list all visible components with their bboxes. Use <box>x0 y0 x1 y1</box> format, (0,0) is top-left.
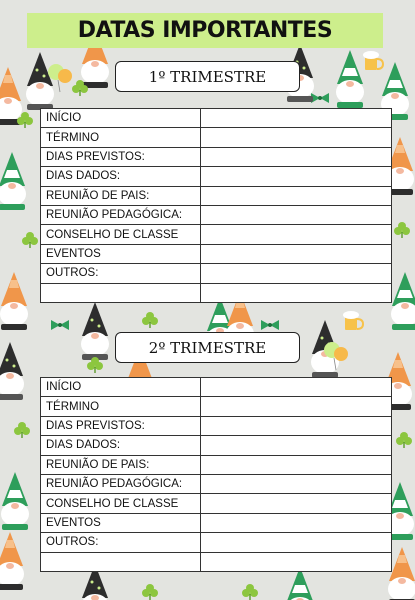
gnome-icon <box>336 50 364 108</box>
row-label: CONSELHO DE CLASSE <box>41 494 201 513</box>
clover-icon <box>142 312 158 328</box>
row-label <box>41 552 201 571</box>
bow-tie-icon <box>311 93 329 103</box>
clover-icon <box>396 432 412 448</box>
table-row <box>41 128 392 147</box>
bow-tie-icon <box>51 320 69 330</box>
row-value-cell[interactable] <box>200 186 391 205</box>
table-row <box>41 474 392 493</box>
section-label-first-term: 1º TRIMESTRE <box>115 61 300 92</box>
page-title: DATAS IMPORTANTES <box>77 18 333 43</box>
row-value-cell[interactable] <box>200 128 391 147</box>
row-label: REUNIÃO PEDAGÓGICA: <box>41 474 201 493</box>
row-value-cell[interactable] <box>200 513 391 532</box>
clover-icon <box>142 584 158 600</box>
row-value-cell[interactable] <box>200 167 391 186</box>
row-label: OUTROS: <box>41 264 201 283</box>
row-label: REUNIÃO PEDAGÓGICA: <box>41 205 201 224</box>
title-banner <box>27 13 383 48</box>
row-value-cell[interactable] <box>200 244 391 263</box>
table-row <box>41 494 392 513</box>
row-label: INÍCIO <box>41 109 201 128</box>
row-value-cell[interactable] <box>200 378 391 397</box>
gnome-icon <box>0 272 28 330</box>
table-row <box>41 186 392 205</box>
gnome-icon <box>286 567 314 600</box>
gnome-icon <box>388 547 415 600</box>
gnome-icon <box>0 532 24 590</box>
row-label: INÍCIO <box>41 378 201 397</box>
row-value-cell[interactable] <box>200 474 391 493</box>
clover-icon <box>22 232 38 248</box>
row-value-cell[interactable] <box>200 436 391 455</box>
table-row <box>41 109 392 128</box>
gnome-icon <box>1 472 29 530</box>
table-row <box>41 436 392 455</box>
beer-mug-icon <box>363 51 383 70</box>
gnome-icon <box>26 52 54 110</box>
row-label: EVENTOS <box>41 513 201 532</box>
table-row <box>41 283 392 302</box>
row-value-cell[interactable] <box>200 552 391 571</box>
row-label: EVENTOS <box>41 244 201 263</box>
row-label: CONSELHO DE CLASSE <box>41 225 201 244</box>
row-label: DIAS DADOS: <box>41 167 201 186</box>
row-label: DIAS PREVISTOS: <box>41 147 201 166</box>
table-row <box>41 397 392 416</box>
table-row <box>41 455 392 474</box>
table-row <box>41 513 392 532</box>
table-row <box>41 205 392 224</box>
row-label: TÉRMINO <box>41 397 201 416</box>
table-row <box>41 244 392 263</box>
table-row <box>41 552 392 571</box>
row-label: DIAS DADOS: <box>41 436 201 455</box>
row-label: REUNIÃO DE PAIS: <box>41 186 201 205</box>
table-row <box>41 378 392 397</box>
table-row <box>41 533 392 552</box>
row-value-cell[interactable] <box>200 264 391 283</box>
row-value-cell[interactable] <box>200 494 391 513</box>
section-label-second-term: 2º TRIMESTRE <box>115 332 300 363</box>
row-label: REUNIÃO DE PAIS: <box>41 455 201 474</box>
row-value-cell[interactable] <box>200 455 391 474</box>
clover-icon <box>394 222 410 238</box>
row-value-cell[interactable] <box>200 533 391 552</box>
clover-icon <box>242 584 258 600</box>
table-row <box>41 167 392 186</box>
row-value-cell[interactable] <box>200 397 391 416</box>
row-value-cell[interactable] <box>200 205 391 224</box>
gnome-icon <box>391 272 415 330</box>
row-value-cell[interactable] <box>200 225 391 244</box>
row-label <box>41 283 201 302</box>
clover-icon <box>14 422 30 438</box>
table-row <box>41 225 392 244</box>
gnome-icon <box>0 67 22 125</box>
row-label: OUTROS: <box>41 533 201 552</box>
dates-table-first-term <box>40 108 392 303</box>
beer-mug-icon <box>343 311 363 330</box>
row-label: DIAS PREVISTOS: <box>41 416 201 435</box>
gnome-icon <box>0 342 24 400</box>
row-label: TÉRMINO <box>41 128 201 147</box>
row-value-cell[interactable] <box>200 147 391 166</box>
table-row <box>41 416 392 435</box>
gnome-icon <box>0 152 26 210</box>
table-row <box>41 147 392 166</box>
row-value-cell[interactable] <box>200 283 391 302</box>
table-row <box>41 264 392 283</box>
bow-tie-icon <box>261 320 279 330</box>
gnome-icon <box>81 302 109 360</box>
dates-table-second-term <box>40 377 392 572</box>
row-value-cell[interactable] <box>200 109 391 128</box>
row-value-cell[interactable] <box>200 416 391 435</box>
